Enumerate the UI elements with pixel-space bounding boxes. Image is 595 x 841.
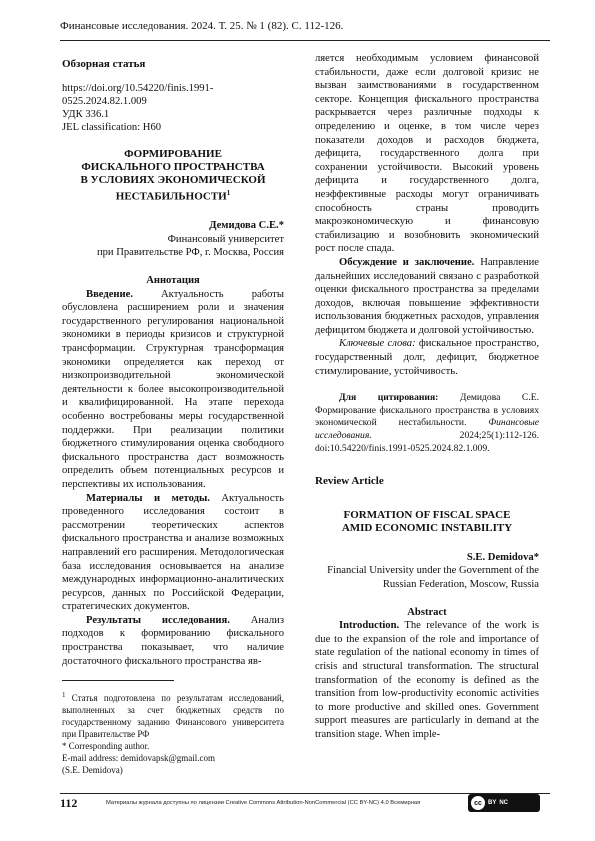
footnote-1: $^1$ Статья подготовлена по результатам исследований, выполненных за счет бюджетных средств по государственному заданию Финансового университета при Правительстве РФ xyxy=(62,691,284,739)
license-text: Материалы журнала доступны по лицензии Creative Commons Attribution-NonCommercial (CC BY-NC) 4.0 Всемирная xyxy=(106,800,421,806)
title-line xyxy=(62,187,284,204)
affiliation-line: Финансовый университет xyxy=(167,233,284,245)
header-rule xyxy=(60,40,550,41)
page-number: 112 xyxy=(60,796,78,810)
abstract-intro-en: Introduction. The relevance of the work is due to the expansion of the role and importance of state regulation of the national economy in times of crisis and structural transformation. The structural transformation of the economy is defined as the transition from low-productivity economic activities to more productive and skilled ones. Government support measures are particularly in demand at the transition stage. When imple- xyxy=(315,620,539,740)
affiliation-line: при Правительстве РФ, г. Москва, Россия xyxy=(96,247,284,259)
udc-code: УДК 336.1 xyxy=(62,108,110,120)
title-line: AMID ECONOMIC INSTABILITY xyxy=(341,521,513,534)
left-column xyxy=(62,52,284,668)
jel-code: JEL classification: H60 xyxy=(62,121,162,133)
email-address[interactable]: E-mail address: demidovapsk@gmail.com xyxy=(62,753,216,763)
title-last: НЕСТАБИЛЬНОСТИ xyxy=(115,190,227,203)
article-type: Обзорная статья xyxy=(62,58,146,70)
by-icon: BY xyxy=(488,800,497,806)
abstract-heading: Аннотация xyxy=(146,275,200,287)
author-name-en: S.E. Demidova* xyxy=(466,551,539,563)
footnote-rule xyxy=(62,680,174,681)
cc-icon: cc xyxy=(471,796,485,810)
article-title-en xyxy=(315,509,539,535)
author-name: Демидова С.Е.* xyxy=(209,220,284,232)
abstract-intro: Введение. Актуальность работы обусловлена расширением роли и значения государственного регулирования национальной экономики в периоды кризисов и структурной трансформации. Структурная трансформация экономики определяется как переход от низкопроизводительной экономической деятельности к более высокопроизводительной и квалифицированной. На этапе перехода особенно востребованы меры государственной поддержки. При реализации политики бюджетного стимулирования оценка свободного фискального пространства даст возможность определить объем потенциальных ресурсов и перспективы их использования. xyxy=(62,288,284,490)
doi-link[interactable]: https://doi.org/10.54220/finis.1991-0525.2024.82.1.009 xyxy=(62,82,214,107)
email-owner: (S.E. Demidova) xyxy=(62,765,123,775)
title-line: ФОРМИРОВАНИЕ xyxy=(124,147,222,160)
keywords: Ключевые слова: фискальное пространство, государственный долг, дефицит, бюджетное стимулирование, устойчивость. xyxy=(315,338,539,377)
title-line: FORMATION OF FISCAL SPACE xyxy=(343,508,511,521)
abstract-methods: Материалы и методы. Актуальность проведенного исследования состоит в рассмотрении теоретических аспектов фискального пространства и анализе возможных направлений его расширения. Методологическая база исследования основывается на анализе международных информационно-аналитических ресурсов, данных по Российской Федерации, стратегических документов. xyxy=(62,492,284,613)
footnote-ref[interactable]: 1 xyxy=(226,188,231,197)
article-type-en: Review Article xyxy=(315,475,384,488)
running-header: Финансовые исследования. 2024. Т. 25. № 1 (82). С. 112-126. xyxy=(60,20,344,32)
right-column xyxy=(315,52,539,742)
title-line: В УСЛОВИЯХ ЭКОНОМИЧЕСКОЙ xyxy=(80,173,266,186)
abstract-results: Результаты исследования. Анализ подходов к формированию фискального пространства показывает, что наличие достаточного фискального пространства яв- xyxy=(62,614,285,667)
article-meta xyxy=(62,82,284,134)
nc-icon: NC xyxy=(499,800,509,806)
article-title-ru xyxy=(62,148,284,204)
abstract-results-cont: ляется необходимым условием финансовой стабильности, даже если долговой кризис не вызван заимствованиями в государственном секторе. Концепция фискального пространства раскрывается через различные подходы к определению и оценке, в том числе через показатели доходов и расходов бюджета, дефицита, государственного долга при сохранении устойчивости. Высокий уровень дефицита и государственного долга, неэффективные расходы могут ограничивать способность страны проводить макроэкономическую и финансовую стабилизацию и возобновить экономический рост после спада. xyxy=(315,53,539,255)
abstract-heading-en: Abstract xyxy=(407,606,447,618)
corresponding-author: * Corresponding author. xyxy=(62,741,150,751)
citation-block: Для цитирования: Демидова С.Е. Формирование фискального пространства в условиях экономической нестабильности. Финансовые исследования. 2024;25(1):112-126. doi:10.54220/finis.1991-0525.2024.82.1.009. xyxy=(315,392,539,454)
affiliation-en: Financial University under the Government of the Russian Federation, Moscow, Russia xyxy=(327,565,539,590)
title-line: ФИСКАЛЬНОГО ПРОСТРАНСТВА xyxy=(81,160,265,173)
abstract-conclusion: Обсуждение и заключение. Направление дальнейших исследований связано с разработкой оценки фискального пространства за пределами доходов, включая повышение эффективности использования бюджетных расходов, управления дефицитом бюджета и долговой устойчивостью. xyxy=(315,256,539,336)
cc-license-badge[interactable] xyxy=(468,794,540,812)
footnotes xyxy=(62,689,284,776)
